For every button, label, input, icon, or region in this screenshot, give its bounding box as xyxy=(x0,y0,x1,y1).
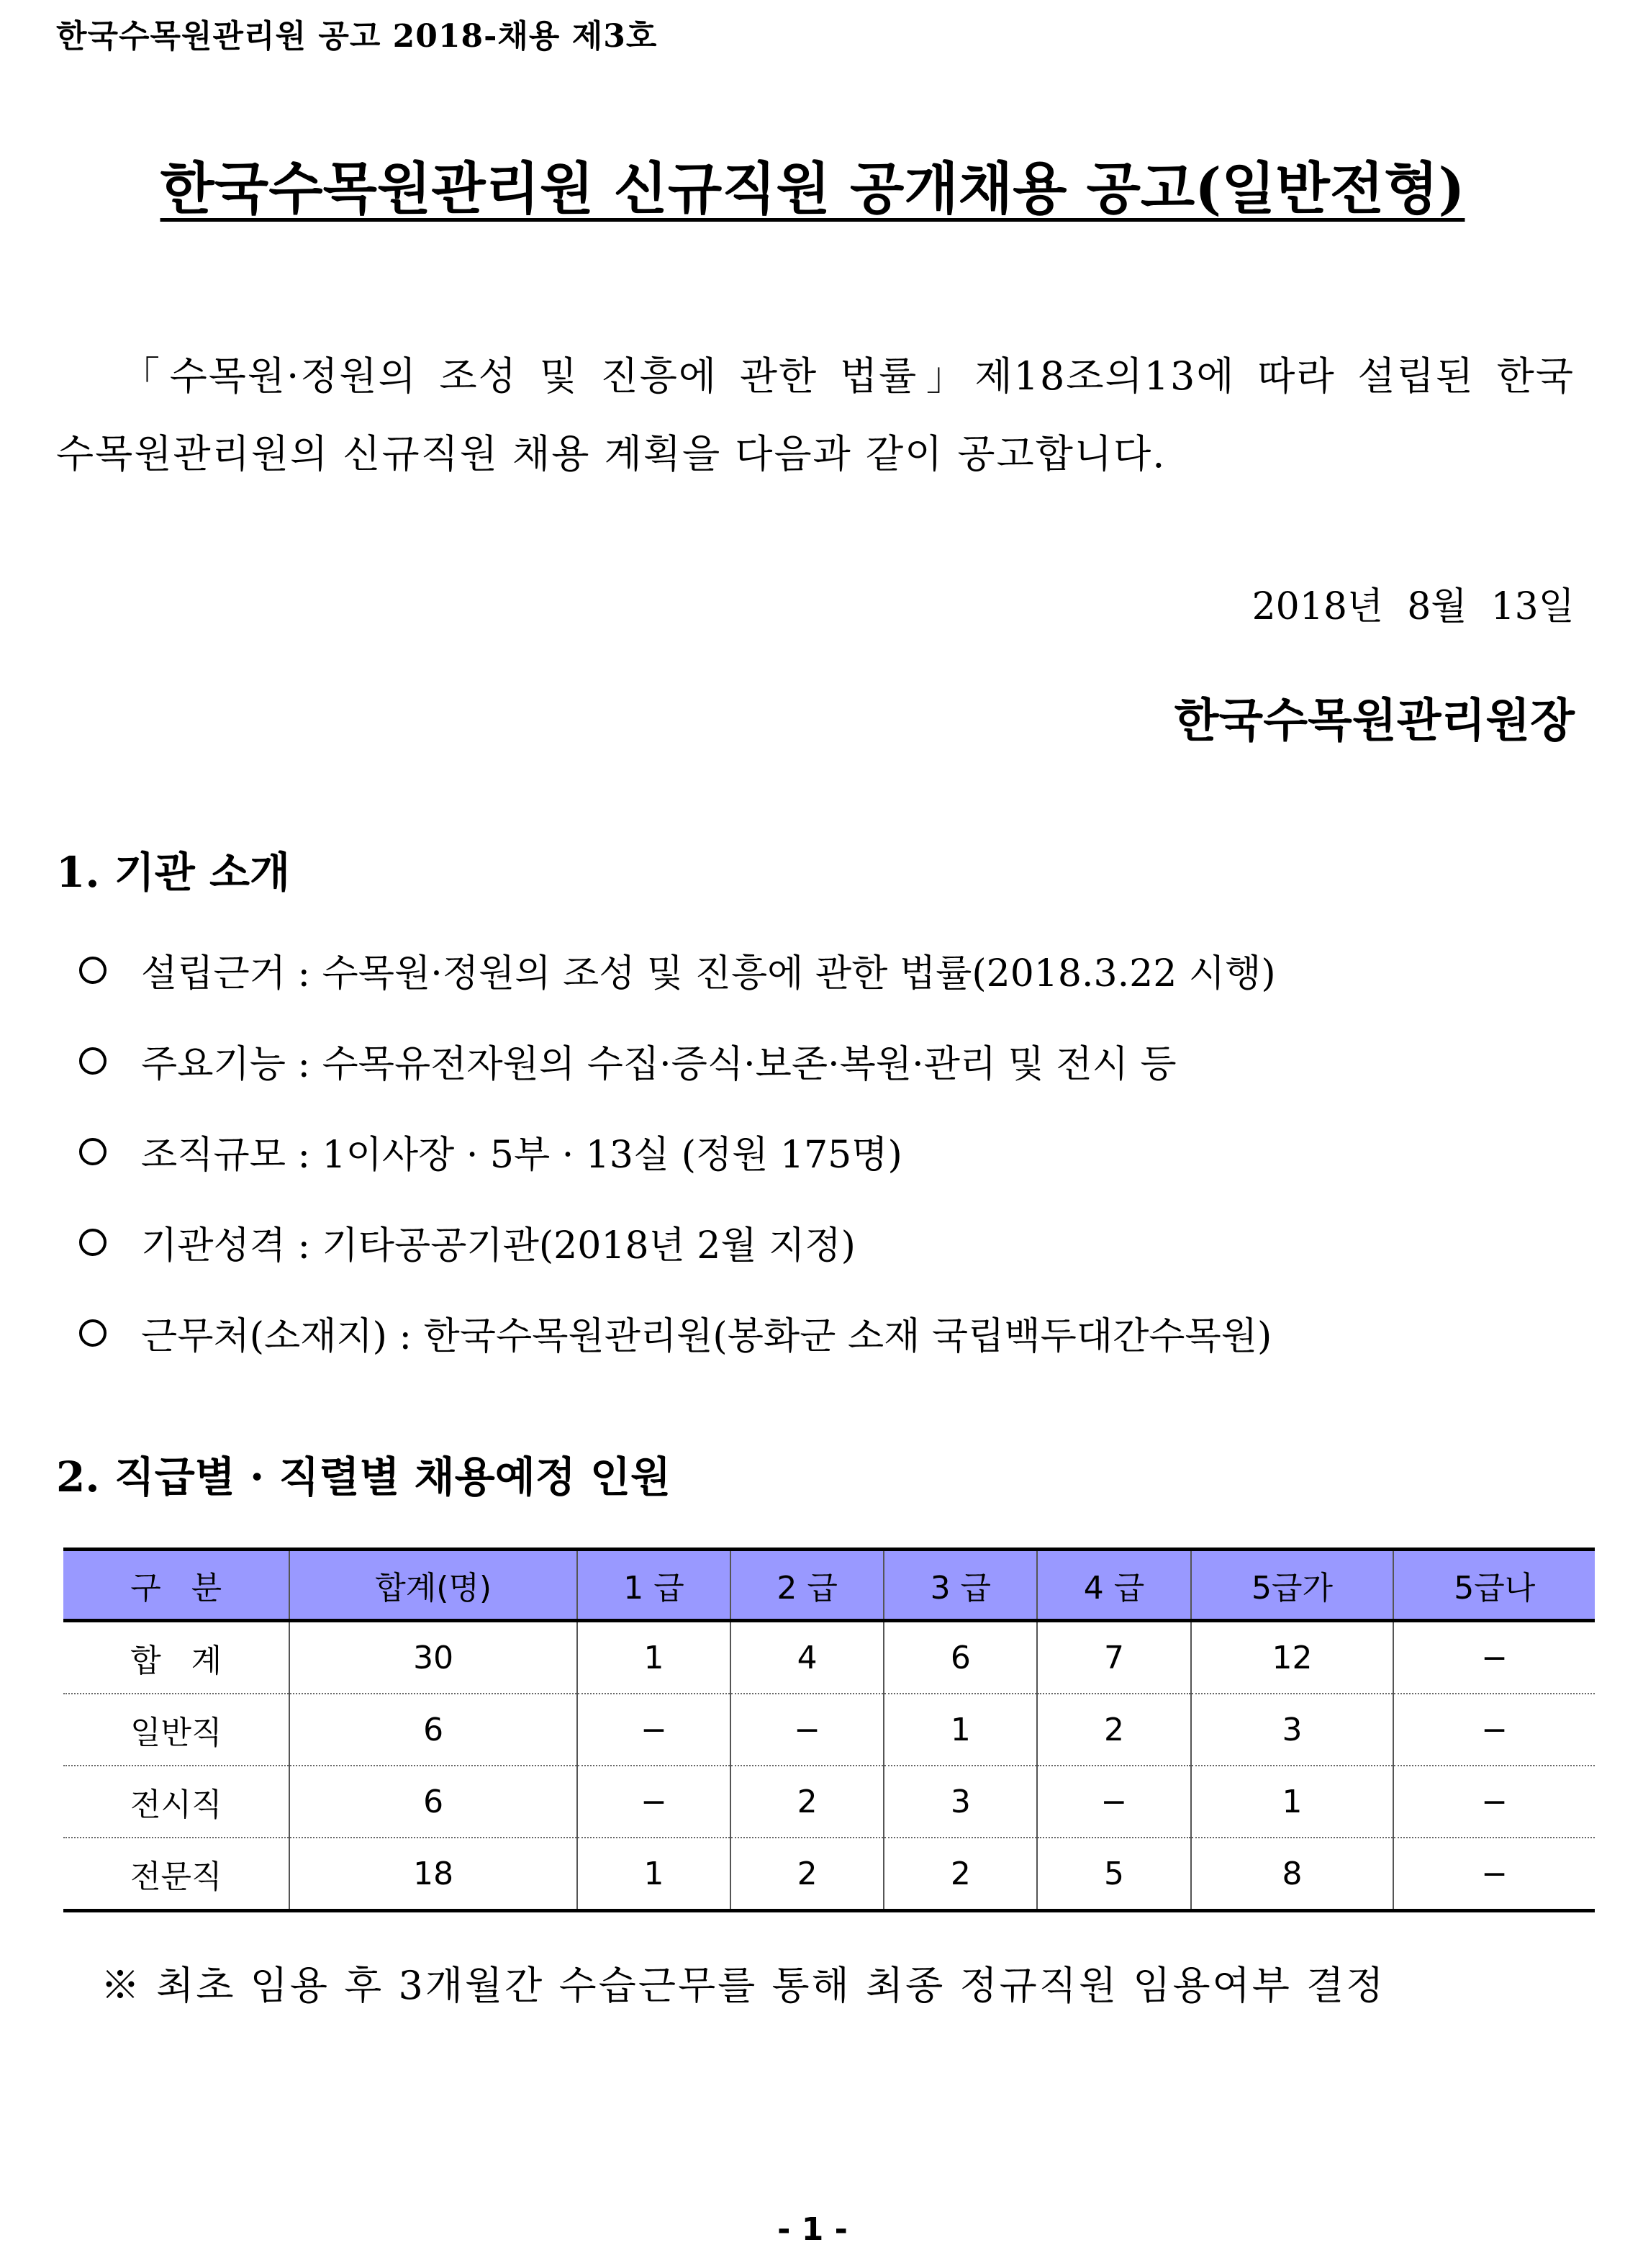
intro-line-1-text: 「수목원·정원의 조성 및 진흥에 관한 법률」제18조의13에 따라 설립된 한국 xyxy=(121,353,1575,399)
list-item xyxy=(79,943,1276,997)
table-cell: 1 xyxy=(577,1621,730,1694)
table-cell: − xyxy=(730,1694,884,1766)
column-header: 합계(명) xyxy=(289,1550,577,1621)
list-item-text: 근무처(소재지) : 한국수목원관리원(봉화군 소재 국립백두대간수목원) xyxy=(141,1315,1272,1358)
column-header: 5급가 xyxy=(1191,1550,1394,1621)
table-cell: 5 xyxy=(1037,1838,1190,1911)
table-cell: 8 xyxy=(1191,1838,1394,1911)
list-item-text: 설립근거 : 수목원·정원의 조성 및 진흥에 관한 법률(2018.3.22 시행) xyxy=(141,952,1276,995)
section-1-heading: 1. 기관 소개 xyxy=(56,848,291,897)
circle-bullet-icon xyxy=(79,1319,107,1347)
table-cell: − xyxy=(577,1766,730,1838)
table-cell: − xyxy=(1393,1766,1595,1838)
table-cell: − xyxy=(1393,1621,1595,1694)
table-cell: 1 xyxy=(577,1838,730,1911)
table-cell: 3 xyxy=(884,1766,1037,1838)
column-header: 3 급 xyxy=(884,1550,1037,1621)
table-cell: 4 xyxy=(730,1621,884,1694)
table-cell: 30 xyxy=(289,1621,577,1694)
list-item-text: 주요기능 : 수목유전자원의 수집·증식·보존·복원·관리 및 전시 등 xyxy=(141,1043,1177,1086)
column-header: 4 급 xyxy=(1037,1550,1190,1621)
intro-line-1 xyxy=(56,345,1575,401)
circle-bullet-icon xyxy=(79,1138,107,1165)
column-header: 구 분 xyxy=(63,1550,289,1621)
table-cell: 2 xyxy=(730,1766,884,1838)
table-row xyxy=(63,1621,1595,1694)
recruitment-table xyxy=(63,1548,1595,1912)
table-cell: − xyxy=(1393,1694,1595,1766)
page-number: - 1 - xyxy=(777,2211,848,2248)
table-cell: 일반직 xyxy=(63,1694,289,1766)
column-header: 2 급 xyxy=(730,1550,884,1621)
table-row xyxy=(63,1766,1595,1838)
signer: 한국수목원관리원장 xyxy=(1174,694,1575,748)
table-cell: 7 xyxy=(1037,1621,1190,1694)
table-cell: 2 xyxy=(730,1838,884,1911)
table-cell: 2 xyxy=(1037,1694,1190,1766)
table-cell: 전시직 xyxy=(63,1766,289,1838)
table-cell: 1 xyxy=(1191,1766,1394,1838)
table-cell: 2 xyxy=(884,1838,1037,1911)
table-cell: − xyxy=(577,1694,730,1766)
announcement-date: 2018년 8월 13일 xyxy=(1251,585,1575,628)
table-cell: − xyxy=(1393,1838,1595,1911)
list-item xyxy=(79,1034,1177,1088)
intro-line-2: 수목원관리원의 신규직원 채용 계획을 다음과 같이 공고합니다. xyxy=(56,431,1167,476)
circle-bullet-icon xyxy=(79,1229,107,1256)
table-cell: 18 xyxy=(289,1838,577,1911)
list-item xyxy=(79,1215,856,1269)
table-cell: 전문직 xyxy=(63,1838,289,1911)
list-item-text: 기관성격 : 기타공공기관(2018년 2월 지정) xyxy=(141,1224,856,1268)
circle-bullet-icon xyxy=(79,957,107,984)
table-cell: 6 xyxy=(289,1694,577,1766)
table-header-row xyxy=(63,1550,1595,1621)
page-title: 한국수목원관리원 신규직원 공개채용 공고(일반전형) xyxy=(160,156,1465,222)
list-item xyxy=(79,1124,902,1178)
table-cell: 6 xyxy=(289,1766,577,1838)
list-item-text: 조직규모 : 1이사장 · 5부 · 13실 (정원 175명) xyxy=(141,1134,902,1177)
doc-header: 한국수목원관리원 공고 2018-채용 제3호 xyxy=(56,18,658,55)
table-cell: 3 xyxy=(1191,1694,1394,1766)
table-cell: 1 xyxy=(884,1694,1037,1766)
column-header: 1 급 xyxy=(577,1550,730,1621)
circle-bullet-icon xyxy=(79,1047,107,1075)
table-row xyxy=(63,1838,1595,1911)
table-cell: 12 xyxy=(1191,1621,1394,1694)
list-item xyxy=(79,1306,1272,1360)
table-cell: 합 계 xyxy=(63,1621,289,1694)
table-cell: 6 xyxy=(884,1621,1037,1694)
table-cell: − xyxy=(1037,1766,1190,1838)
footnote: ※ 최초 임용 후 3개월간 수습근무를 통해 최종 정규직원 임용여부 결정 xyxy=(101,1963,1386,2008)
column-header: 5급나 xyxy=(1393,1550,1595,1621)
table-row xyxy=(63,1694,1595,1766)
section-2-heading: 2. 직급별 · 직렬별 채용예정 인원 xyxy=(56,1452,671,1501)
